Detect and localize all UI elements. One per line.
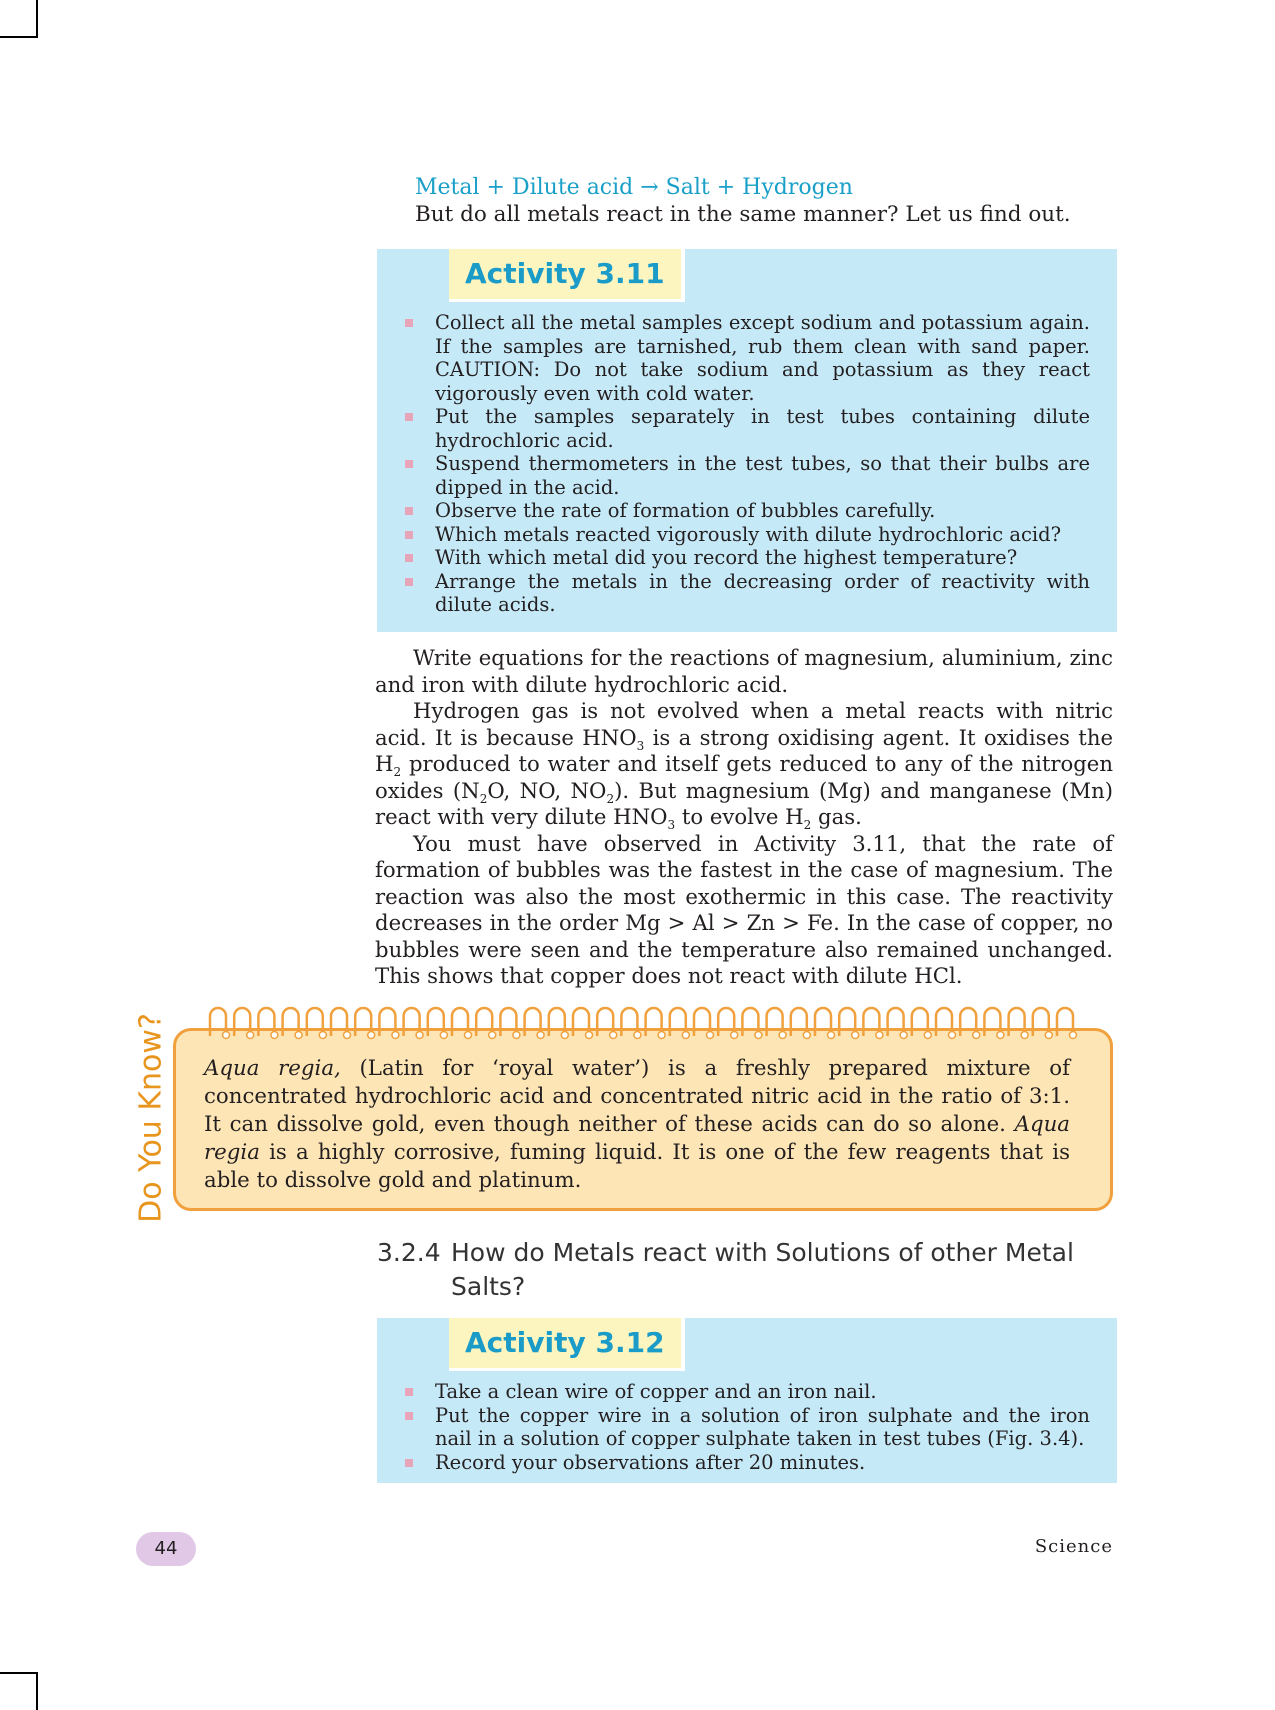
activity-box-3-11: [377, 249, 1117, 632]
list-item: Put the copper wire in a solution of iron sulphate and the iron nail in a solution of copper sulphate taken in test tubes (Fig. 3.4).: [405, 1404, 1090, 1451]
activity-list: [405, 311, 1090, 617]
list-item: With which metal did you record the highest temperature?: [405, 546, 1090, 570]
body-text: [375, 645, 1113, 990]
bullet-icon: [405, 1459, 413, 1467]
intro-sentence: But do all metals react in the same manner? Let us find out.: [415, 202, 1071, 227]
bullet-icon: [405, 319, 413, 327]
list-item: Observe the rate of formation of bubbles carefully.: [405, 499, 1090, 523]
book-title: Science: [1034, 1536, 1113, 1557]
bullet-icon: [405, 460, 413, 468]
spiral-binding-icon: [200, 1002, 1100, 1052]
section-heading: 3.2.4 How do Metals react with Solutions of other Metal Salts?: [377, 1238, 1074, 1301]
crop-mark: [0, 1672, 38, 1674]
list-item: Suspend thermometers in the test tubes, so that their bulbs are dipped in the acid.: [405, 452, 1090, 499]
bullet-icon: [405, 531, 413, 539]
word-equation: Metal + Dilute acid → Salt + Hydrogen: [415, 175, 853, 200]
do-you-know-text: Aqua regia, (Latin for ‘royal water’) is a freshly prepared mixture of concentrated hydrochloric acid and concentrated nitric acid in the ratio of 3:1. It can dissolve gold, even though neither of these acids can do so alone. Aqua regia is a highly corrosive, fuming liquid. It is one of the few reagents that is able to dissolve gold and platinum.: [204, 1056, 1070, 1193]
paragraph: Hydrogen gas is not evolved when a metal reacts with nitric acid. It is because $HNO_3$ is a strong oxidising agent. It oxidises the $H_2$ produced to water and itself gets reduced to any of the nitrogen oxides ($N_2O$, NO, $NO_2$). But magnesium (Mg) and manganese (Mn) react with very dilute $HNO_3$ to evolve $H_2$ gas.: [375, 698, 1113, 833]
list-item: Record your observations after 20 minutes.: [405, 1451, 1090, 1475]
crop-mark: [36, 1672, 38, 1710]
list-item: Put the samples separately in test tubes containing dilute hydrochloric acid.: [405, 405, 1090, 452]
page-number: 44: [136, 1532, 196, 1566]
list-item: Collect all the metal samples except sodium and potassium again. If the samples are tarnished, rub them clean with sand paper. CAUTION: Do not take sodium and potassium as they react vigorously even with cold water.: [405, 311, 1090, 405]
bullet-icon: [405, 507, 413, 515]
list-item: Which metals reacted vigorously with dilute hydrochloric acid?: [405, 523, 1090, 547]
activity-label: Activity 3.12: [449, 1318, 685, 1371]
paragraph: You must have observed in Activity 3.11, that the rate of formation of bubbles was the fastest in the case of magnesium. The reaction was also the most exothermic in this case. The reactivity decreases in the order Mg > Al > Zn > Fe. In the case of copper, no bubbles were seen and the temperature also remained unchanged. This shows that copper does not react with dilute HCl.: [375, 830, 1113, 988]
bullet-icon: [405, 1388, 413, 1396]
list-item: Take a clean wire of copper and an iron nail.: [405, 1380, 1090, 1404]
activity-box-3-12: [377, 1318, 1117, 1483]
activity-label: Activity 3.11: [449, 249, 685, 302]
bullet-icon: [405, 578, 413, 586]
paragraph: Write equations for the reactions of magnesium, aluminium, zinc and iron with dilute hydrochloric acid.: [375, 645, 1113, 697]
bullet-icon: [405, 554, 413, 562]
crop-mark: [0, 36, 38, 38]
activity-list: [405, 1380, 1090, 1474]
crop-mark: [36, 0, 38, 38]
bullet-icon: [405, 413, 413, 421]
do-you-know-label: Do You Know?: [133, 1012, 169, 1223]
list-item: Arrange the metals in the decreasing order of reactivity with dilute acids.: [405, 570, 1090, 617]
bullet-icon: [405, 1412, 413, 1420]
